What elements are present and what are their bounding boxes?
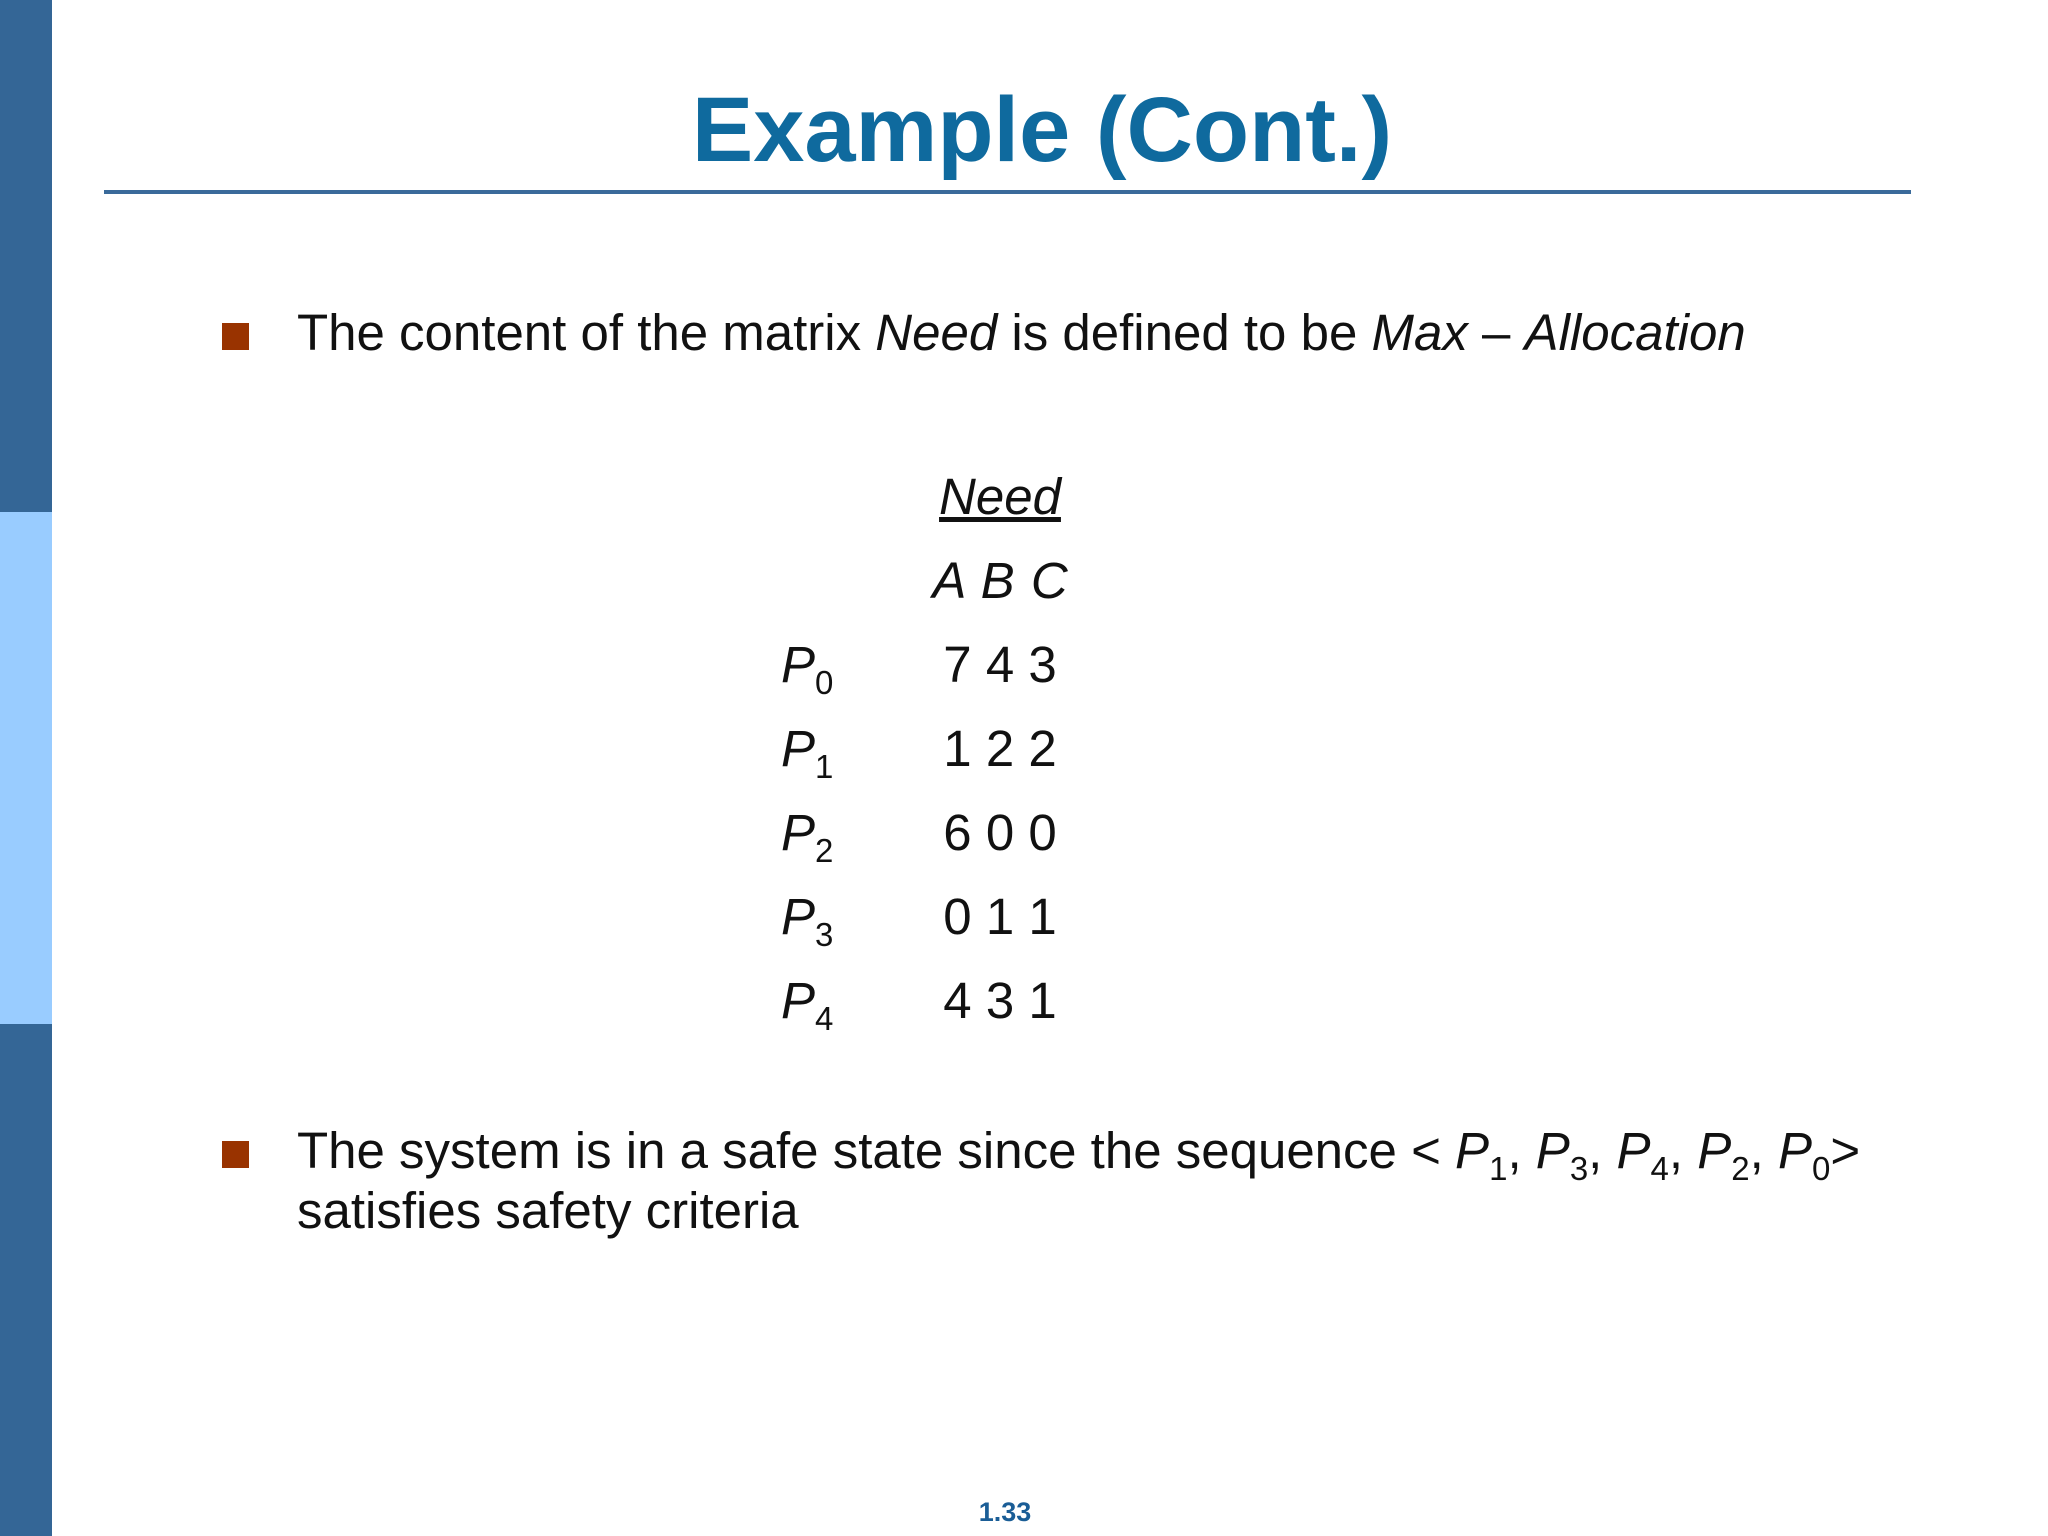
bullet-1-need: Need — [875, 304, 998, 361]
bullet-1-pre: The content of the matrix — [297, 304, 876, 361]
need-values: 4 3 1 — [943, 972, 1057, 1029]
need-values: 0 1 1 — [943, 888, 1057, 945]
bullet-1-max: Max — [1371, 304, 1468, 361]
bullet-1-mid: is defined to be — [997, 304, 1372, 361]
bullet-2-line-2: satisfies safety criteria — [297, 1182, 799, 1239]
sidebar-segment-bottom — [0, 1024, 52, 1536]
sidebar-segment-middle — [0, 512, 52, 1024]
bullet-square-icon — [222, 323, 249, 350]
bullet-square-icon — [222, 1141, 249, 1168]
page-number: 1.33 — [978, 1497, 1032, 1527]
need-values: 6 0 0 — [943, 804, 1057, 861]
process-label: $P_3$ — [781, 888, 834, 953]
process-label: $P_1$ — [781, 720, 834, 785]
need-matrix-header: Need — [939, 468, 1061, 525]
process-label: $P_4$ — [781, 972, 834, 1037]
bullet-2-pre: The system is in a safe state since the sequence < — [297, 1122, 1456, 1179]
bullet-2-line-1: The system is in a safe state since the sequence < $P_1$, $P_3$, $P_4$, $P_2$, $P_0>$ — [297, 1122, 1861, 1187]
bullet-1-dash: – — [1467, 304, 1525, 361]
process-label: $P_0$ — [781, 636, 834, 701]
slide-title: Example (Cont.) — [691, 79, 1393, 181]
need-matrix-columns: A B C — [932, 552, 1068, 609]
bullet-1-allocation: Allocation — [1524, 304, 1746, 361]
need-values: 7 4 3 — [943, 636, 1057, 693]
bullet-1-text — [297, 303, 1746, 363]
process-label: $P_2$ — [781, 804, 834, 869]
title-underline-rule — [104, 190, 1911, 194]
need-values: 1 2 2 — [943, 720, 1057, 777]
left-sidebar-bar — [0, 0, 52, 1536]
